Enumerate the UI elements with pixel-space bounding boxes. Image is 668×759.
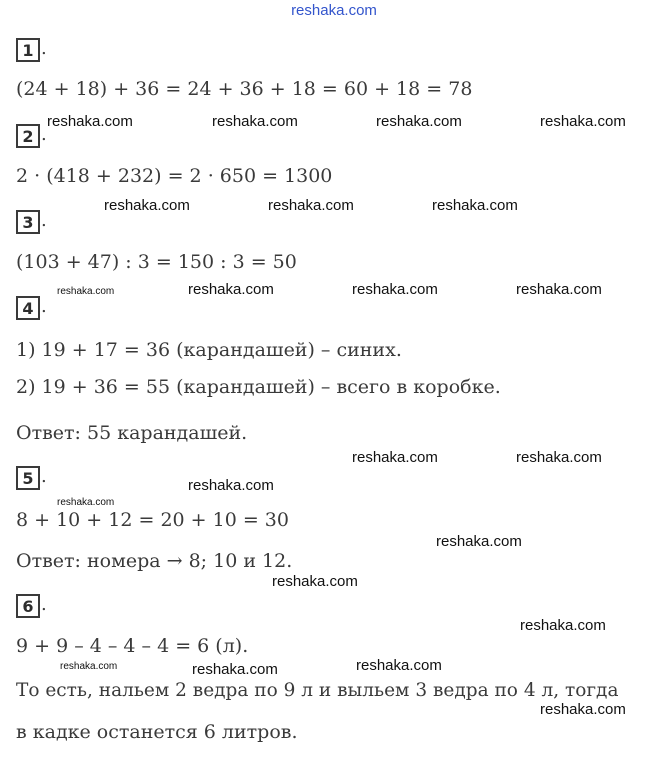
watermark: reshaka.com [188,477,274,494]
watermark: reshaka.com [540,701,626,718]
site-header[interactable]: reshaka.com [291,2,377,19]
watermark: reshaka.com [540,113,626,130]
problem-number-6: 6 [16,594,40,618]
watermark: reshaka.com [57,497,115,508]
problem-number-4: 4 [16,296,40,320]
watermark: reshaka.com [192,661,278,678]
problem-4-line-2: 2) 19 + 36 = 55 (карандашей) – всего в коробке. [16,376,501,398]
number-dot: . [41,210,47,231]
problem-number-1: 1 [16,38,40,62]
problem-5-answer: Ответ: номера → 8; 10 и 12. [16,550,293,572]
problem-4-line-1: 1) 19 + 17 = 36 (карандашей) – синих. [16,339,402,361]
watermark: reshaka.com [352,281,438,298]
watermark: reshaka.com [188,281,274,298]
problem-3-line-1: (103 + 47) : 3 = 150 : 3 = 50 [16,251,297,273]
watermark: reshaka.com [268,197,354,214]
problem-2-line-1: 2 · (418 + 232) = 2 · 650 = 1300 [16,165,333,187]
watermark: reshaka.com [376,113,462,130]
watermark: reshaka.com [272,573,358,590]
problem-6-line-2: То есть, нальем 2 ведра по 9 л и выльем 3 ведра по 4 л, тогда [16,680,619,701]
watermark: reshaka.com [47,113,133,130]
watermark: reshaka.com [520,617,606,634]
number-dot: . [41,124,47,145]
watermark: reshaka.com [516,281,602,298]
watermark: reshaka.com [516,449,602,466]
number-dot: . [41,594,47,615]
watermark: reshaka.com [60,661,118,672]
problem-4-answer: Ответ: 55 карандашей. [16,422,248,444]
problem-number-5: 5 [16,466,40,490]
number-dot: . [41,38,47,59]
problem-number-3: 3 [16,210,40,234]
watermark: reshaka.com [212,113,298,130]
problem-1-line-1: (24 + 18) + 36 = 24 + 36 + 18 = 60 + 18 = 78 [16,78,473,100]
watermark: reshaka.com [104,197,190,214]
problem-6-line-1: 9 + 9 – 4 – 4 – 4 = 6 (л). [16,635,249,657]
problem-5-line-1: 8 + 10 + 12 = 20 + 10 = 30 [16,509,289,531]
watermark: reshaka.com [432,197,518,214]
watermark: reshaka.com [436,533,522,550]
number-dot: . [41,296,47,317]
problem-6-line-3: в кадке останется 6 литров. [16,721,298,743]
watermark: reshaka.com [356,657,442,674]
watermark: reshaka.com [352,449,438,466]
number-dot: . [41,466,47,487]
problem-number-2: 2 [16,124,40,148]
watermark: reshaka.com [57,286,115,297]
